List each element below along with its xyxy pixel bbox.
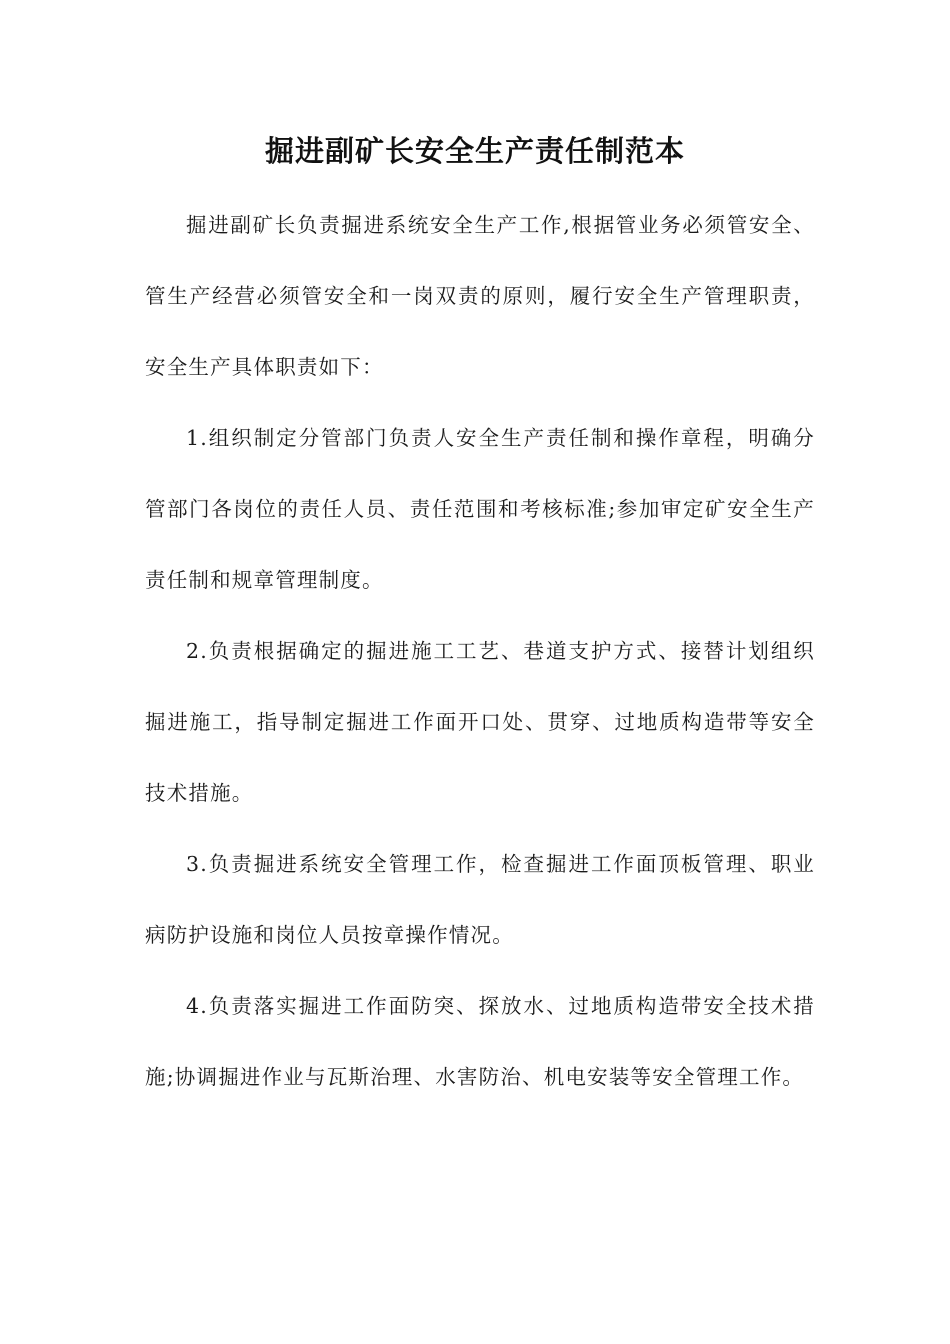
duty-paragraph-4: 4.负责落实掘进工作面防突、探放水、过地质构造带安全技术措施;协调掘进作业与瓦斯治理、水害防治、机电安装等安全管理工作。 (145, 994, 815, 1089)
duty-paragraph-1: 1.组织制定分管部门负责人安全生产责任制和操作章程，明确分管部门各岗位的责任人员、责任范围和考核标准;参加审定矿安全生产责任制和规章管理制度。 (145, 426, 815, 592)
duty-paragraph-2: 2.负责根据确定的掘进施工工艺、巷道支护方式、接替计划组织掘进施工，指导制定掘进工作面开口处、贯穿、过地质构造带等安全技术措施。 (145, 639, 815, 805)
duty-paragraph-3: 3.负责掘进系统安全管理工作，检查掘进工作面顶板管理、职业病防护设施和岗位人员按章操作情况。 (145, 852, 815, 947)
intro-paragraph: 掘进副矿长负责掘进系统安全生产工作,根据管业务必须管安全、管生产经营必须管安全和一岗双责的原则，履行安全生产管理职责，安全生产具体职责如下： (145, 213, 815, 379)
document-title: 掘进副矿长安全生产责任制范本 (264, 134, 685, 168)
document-body (145, 190, 815, 1113)
